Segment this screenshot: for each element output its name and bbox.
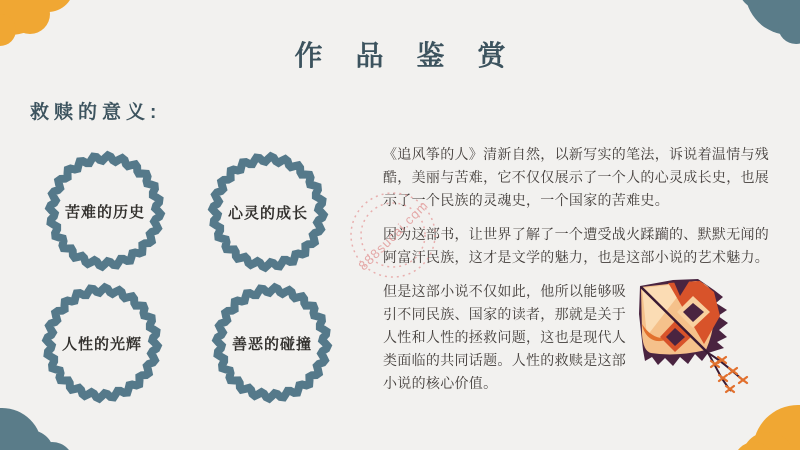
section-heading: 救赎的意义: (30, 102, 162, 123)
badge-soul-growth (206, 150, 330, 274)
paragraph-2: 因为这部书，让世界了解了一个遭受战火蹂躏的、默默无闻的阿富汗民族，这才是文学的魅力，也是这部小说的艺术魅力。 (383, 226, 770, 265)
kite-icon (628, 274, 763, 414)
badge-label: 心灵的成长 (227, 204, 308, 222)
paragraph-1: 《追风筝的人》清新自然，以新写实的笔法，诉说着温情与残酷，美丽与苦难，它不仅仅展示了一个人的心灵成长史，也展示了一个民族的灵魂史，一个国家的苦难史。 (383, 146, 770, 208)
badge-humanity-radiance (40, 281, 164, 405)
badge-label: 人性的光辉 (61, 335, 142, 353)
badge-label: 苦难的历史 (64, 203, 145, 221)
badge-label: 善恶的碰撞 (231, 335, 312, 353)
watermark-text: 888sucai.com (355, 197, 431, 273)
slide-title: 作品鉴赏 (294, 40, 539, 71)
badge-suffering-history (43, 149, 167, 273)
badge-good-evil-collision (210, 281, 334, 405)
paragraph-3: 但是这部小说不仅如此，他所以能够吸引不同民族、国家的读者，那就是关于人性和人性的拯救问题，这也是现代人类面临的共同话题。人性的救赎是这部小说的核心价值。 (383, 283, 627, 391)
